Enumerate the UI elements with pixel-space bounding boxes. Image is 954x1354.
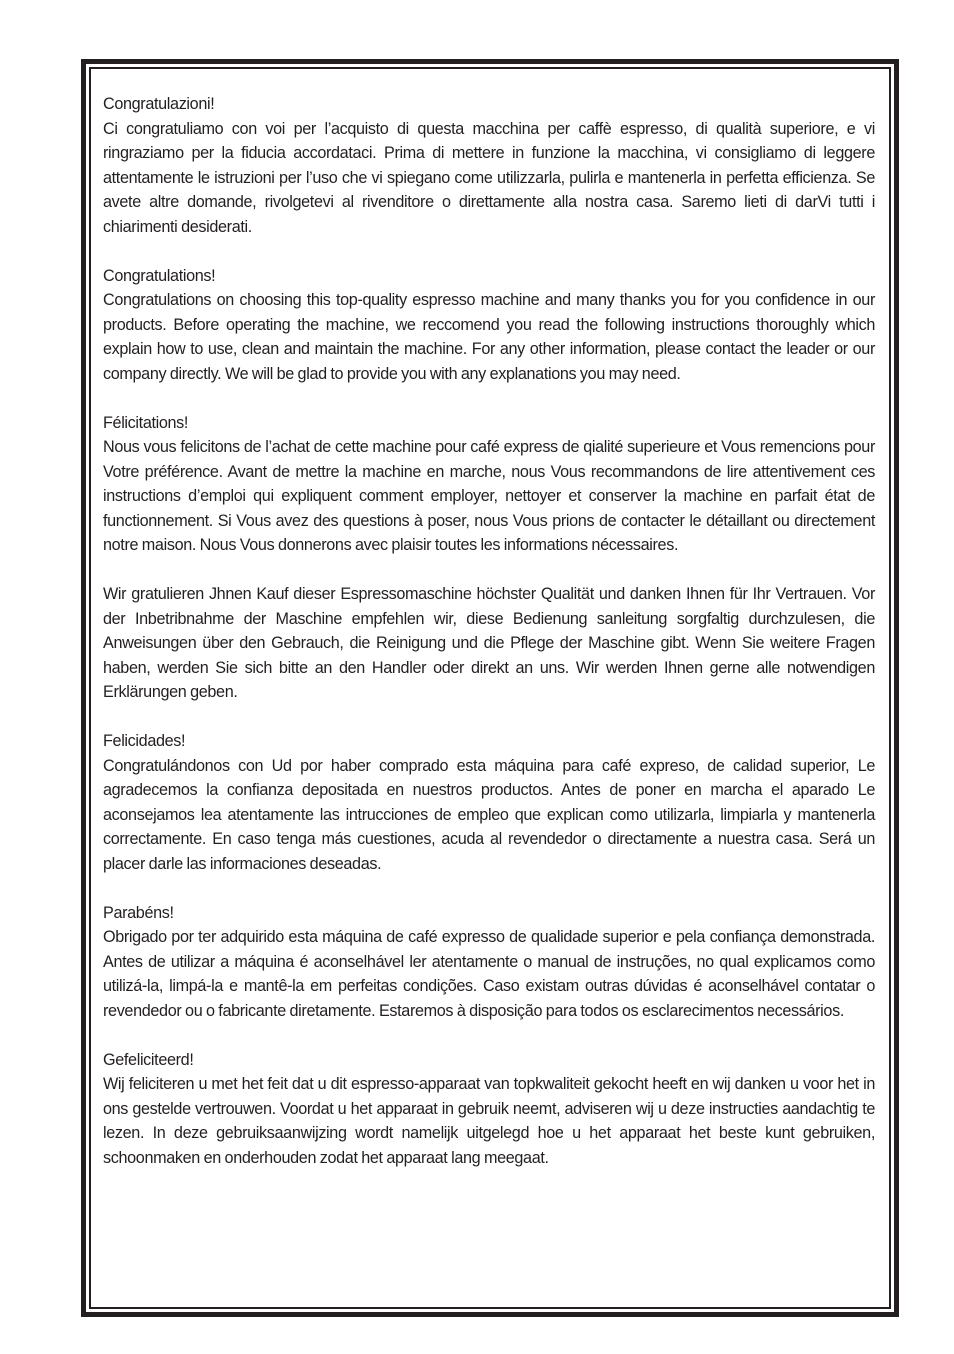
section-portuguese bbox=[103, 901, 875, 1024]
section-spanish bbox=[103, 729, 875, 876]
section-paragraph: Wij feliciteren u met het feit dat u dit espresso-apparaat van topkwaliteit gekocht heeft en wij danken u voor het in ons gestelde vertrouwen. Voordat u het apparaat in gebruik neemt, adviseren wij u deze instructies aandachtig te lezen. In deze gebruiksaanwijzing wordt namelijk uitgelegd hoe u het apparaat het beste kunt gebruiken, schoonmaken en onderhouden zodat het apparaat lang meegaat. bbox=[103, 1075, 875, 1167]
section-paragraph: Nous vous felicitons de l’achat de cette machine pour café express de qialité superieure et Vous remencions pour Votre préférence. Avant de mettre la machine en marche, nous Vous recommandons de lire attentivement ces instructions d’emploi qui expliquent comment employer, nettoyer et conserver la machine en parfait état de functionnement. Si Vous avez des questions à poser, nous Vous prions de contacter le détaillant ou directement notre maison. Nous Vous donnerons avec plaisir toutes les informations nécessaires. bbox=[103, 438, 875, 554]
section-dutch bbox=[103, 1048, 875, 1171]
section-heading: Félicitations! bbox=[103, 413, 189, 432]
section-paragraph: Congratulations on choosing this top-quality espresso machine and many thanks you for you confidence in our products. Before operating the machine, we reccomend you read the following instructions thoroughly which explain how to use, clean and maintain the machine. For any other information, please contact the leader or our company directly. We will be glad to provide you with any explanations you may need. bbox=[103, 291, 875, 383]
section-heading: Congratulations! bbox=[103, 266, 216, 285]
section-french bbox=[103, 411, 875, 558]
section-german bbox=[103, 582, 875, 705]
section-heading: Felicidades! bbox=[103, 732, 186, 750]
section-english bbox=[103, 264, 875, 387]
section-paragraph: Wir gratulieren Jhnen Kauf dieser Espressomaschine höchster Qualität und danken Ihnen für Ihr Vertrauen. Vor der Inbetribnahme der Maschine empfehlen wir, diese Bedienung sanleitung sorgfaltig durchzulesen, die Anweisungen über den Gebrauch, die Reinigung und die Pflege der Maschine gibt. Wenn Sie weitere Fragen haben, werden Sie sich bitte an den Handler oder direkt an uns. Wir werden Ihnen gerne alle notwendigen Erklärungen geben. bbox=[103, 585, 875, 701]
section-paragraph: Congratulándonos con Ud por haber comprado esta máquina para café expreso, de calidad superior, Le agradecemos la confianza depositada en nuestros productos. Antes de poner en marcha el aparado Le aconsejamos lea atentamente las intrucciones de empleo que explican como utilizarla, limpiarla y mantenerla correctamente. En caso tenga más cuestiones, acuda al revendedor o directamente a nuestra casa. Será un placer darle las informaciones deseadas. bbox=[103, 756, 875, 873]
section-heading: Parabéns! bbox=[103, 903, 174, 922]
section-heading: Congratulazioni! bbox=[103, 95, 215, 113]
section-paragraph: Obrigado por ter adquirido esta máquina de café expresso de qualidade superior e pela confiança demonstrada. Antes de utilizar a máquina é aconselhável ler atentamente o manual de instruções, no qual explicamos como utilizá-la, limpá-la e mantê-la em perfeitas condições. Caso existam outras dúvidas é aconselhável contatar o revendedor ou o fabricante diretamente. Estaremos à disposição para todos os esclarecimentos necessários. bbox=[103, 928, 875, 1020]
document-body bbox=[103, 92, 875, 1195]
section-heading: Gefeliciteerd! bbox=[103, 1050, 194, 1069]
section-paragraph: Ci congratuliamo con voi per l’acquisto di questa macchina per caffè espresso, di qualità superiore, e vi ringraziamo per la fiducia accordataci. Prima di mettere in funzione la macchina, vi consigliamo di leggere attentamente le istruzioni per l’uso che vi spiegano come utilizzarla, pulirla e mantenerla in perfetta efficienza. Se avete altre domande, rivolgetevi al rivenditore o direttamente alla nostra casa. Saremo lieti di darVi tutti i chiarimenti desiderati. bbox=[103, 119, 875, 236]
section-italian bbox=[103, 92, 875, 239]
